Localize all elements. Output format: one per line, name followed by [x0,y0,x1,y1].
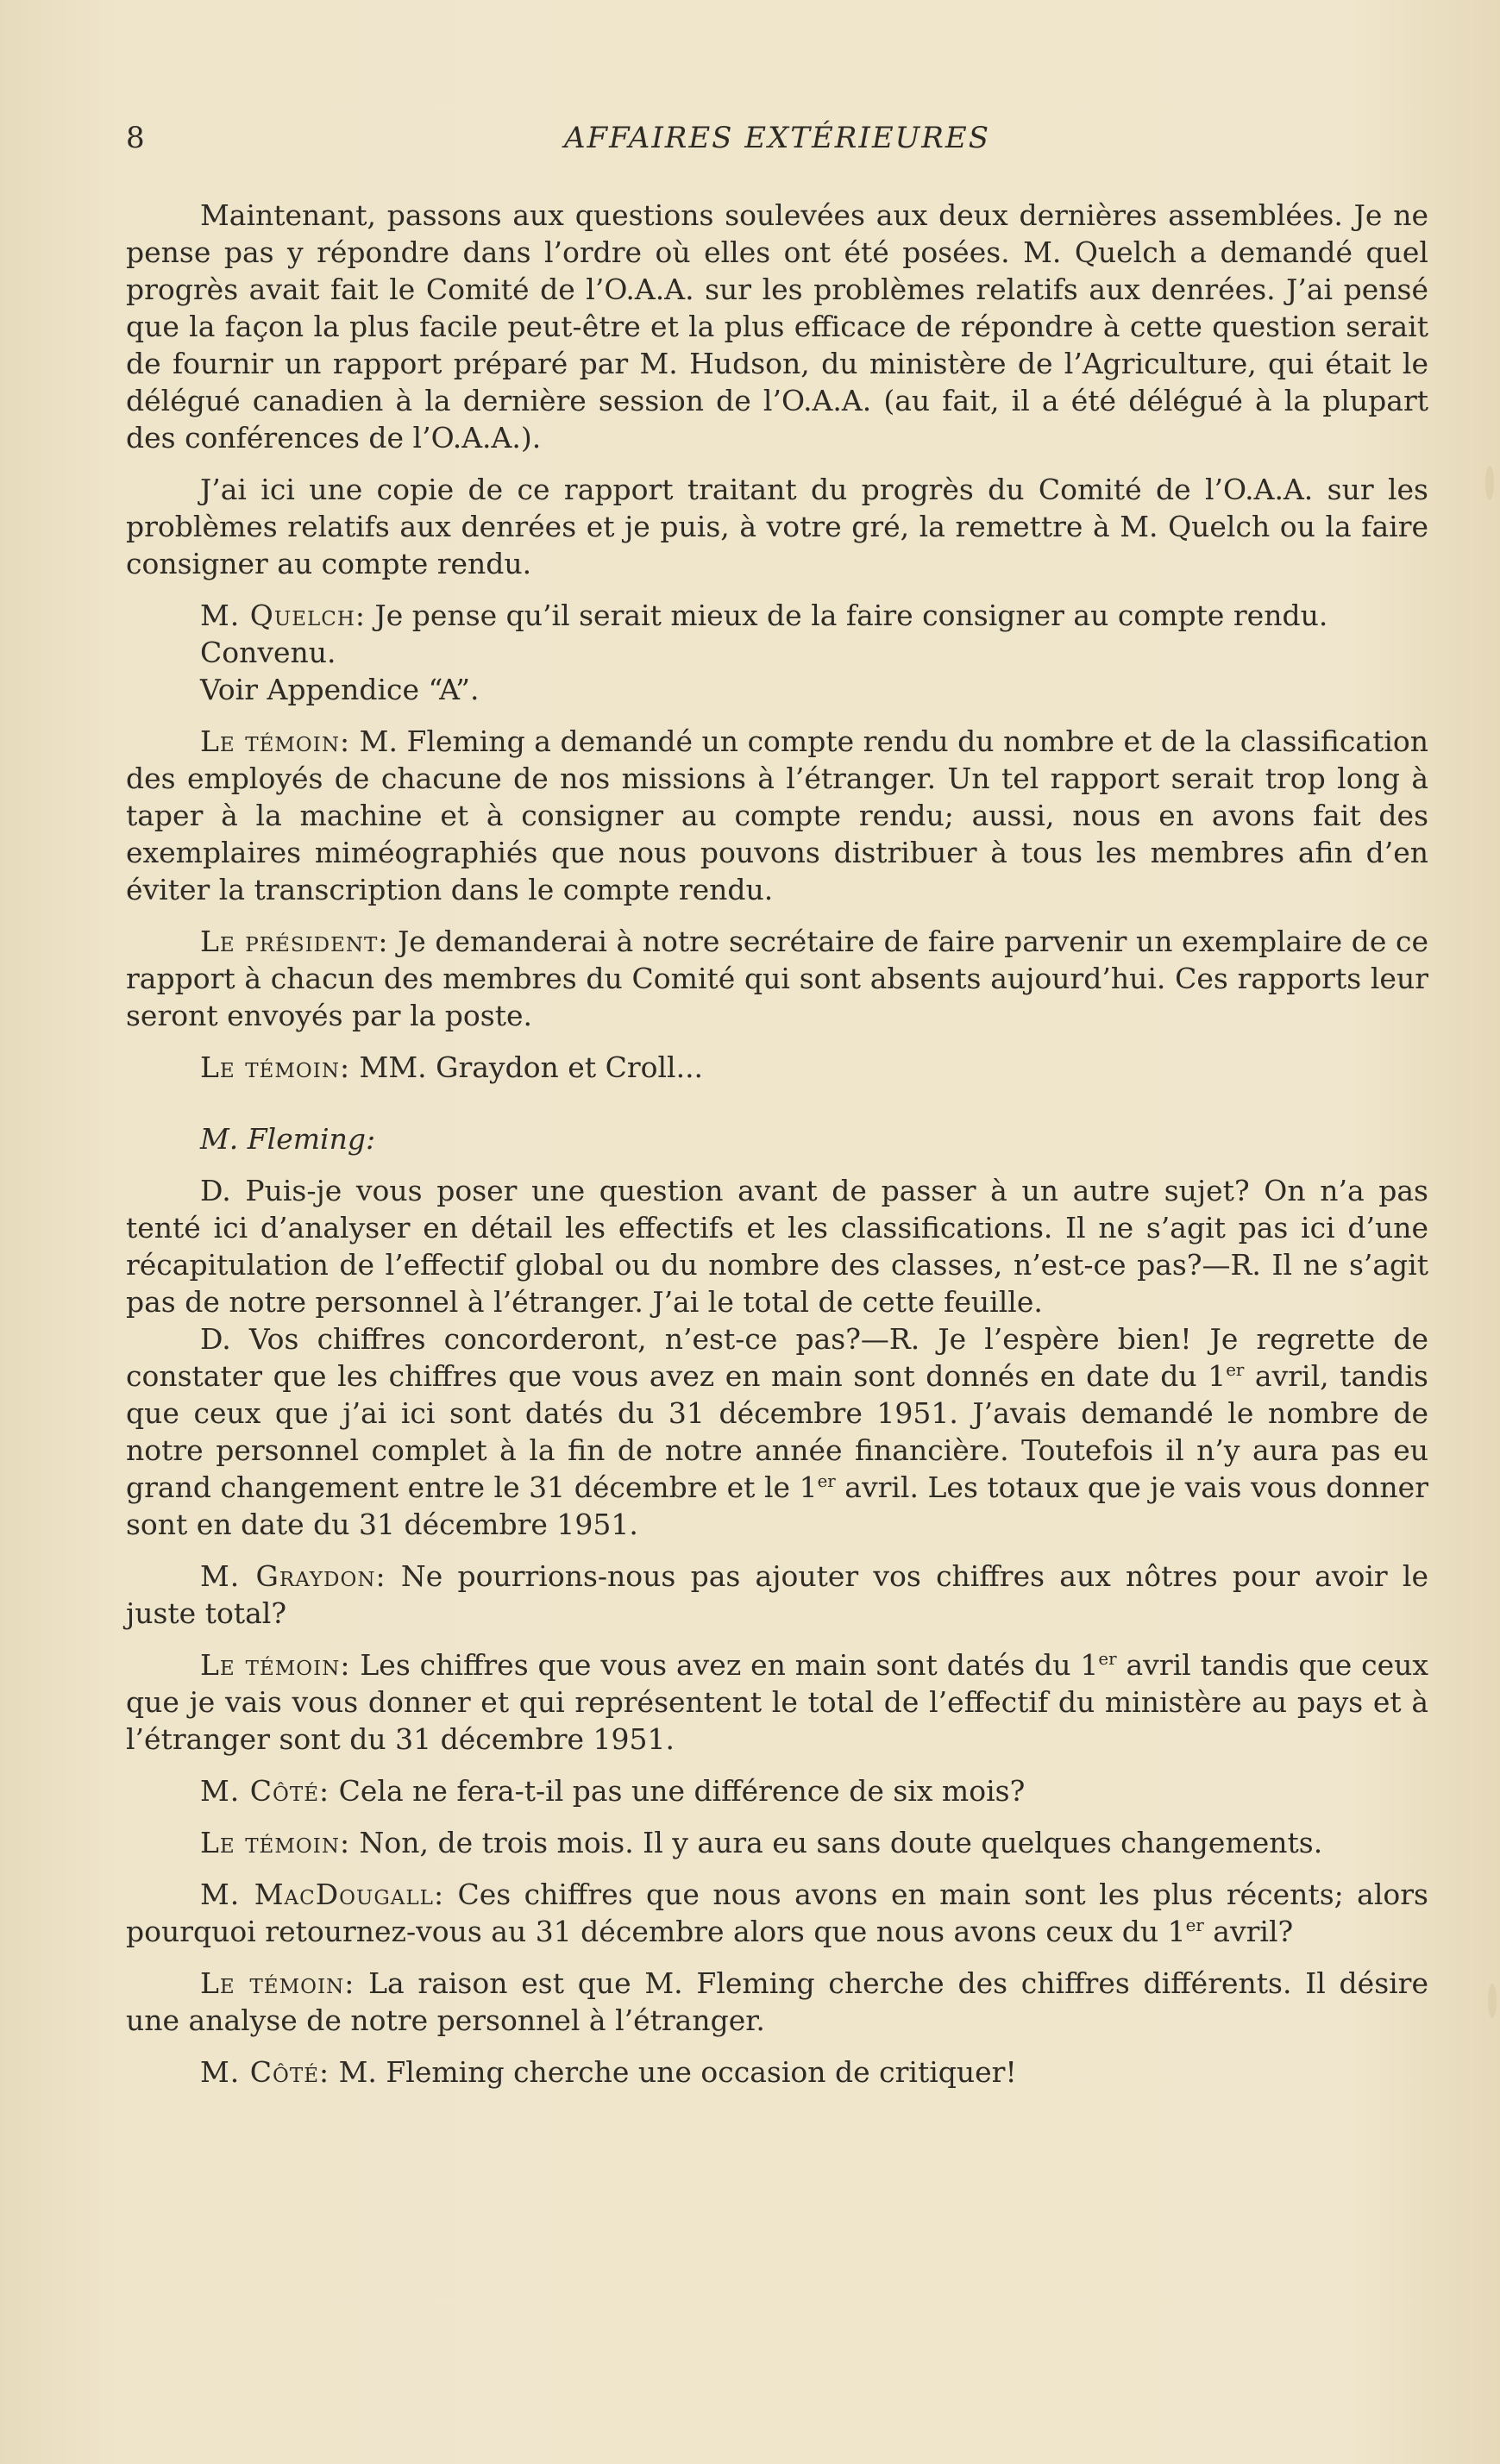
page-header [126,121,1428,164]
speech-text: Les chiffres que vous avez en main sont datés du 1 [350,1648,1099,1682]
running-title: AFFAIRES EXTÉRIEURES [563,121,991,155]
speaker-paragraph [126,1772,1428,1809]
speaker-label: M. Côté: [200,2055,330,2089]
speech-text: avril tandis que ceux que je vais vous donner et qui représentent le total de l’effectif du ministère au pays et à l’étranger sont du 31 décembre 1951. [126,1648,1429,1756]
page-edge-mark [1485,466,1494,500]
speaker-label: M. MacDougall: [200,1878,445,1911]
speaker-paragraph [126,1876,1428,1950]
section-subhead: M. Fleming: [200,1122,376,1156]
question-answer [126,1320,1428,1543]
speaker-paragraph [126,1646,1428,1758]
speaker-paragraph [126,723,1428,908]
speaker-paragraph [126,1824,1428,1861]
superscript: er [1226,1360,1245,1380]
speaker-label: M. Côté: [200,1774,330,1808]
speaker-paragraph [126,1049,1428,1086]
speech-text: Cela ne fera-t-il pas une différence de six mois? [329,1774,1026,1808]
speaker-label: Le témoin: [200,724,351,758]
speaker-label: Le témoin: [200,1648,351,1682]
speech-text: MM. Graydon et Croll... [350,1050,704,1084]
speaker-label: Le témoin: [200,1966,355,2000]
speech-text: avril? [1203,1915,1294,1948]
page-body [126,197,1428,2105]
speaker-paragraph [126,2053,1428,2091]
question-answer: D. Puis-je vous poser une question avant de passer à un autre sujet? On n’a pas tenté ici d’analyser en détail les effectifs et les classifications. Il ne s’agit pas ici d’une récapitulation de l’effectif global ou du nombre des classes, n’est-ce pas?—R. Il ne s’agit pas de notre personnel à l’étranger. J’ai le total de cette feuille. [126,1174,1428,1319]
speech-text: Je demanderai à notre secrétaire de faire parvenir un exemplaire de ce rapport à chacun des membres du Comité qui sont absents aujourd’hui. Ces rapports leur seront envoyés par la poste. [126,925,1428,1032]
superscript: er [1098,1649,1117,1669]
superscript: er [1185,1915,1204,1935]
page-edge-mark [1488,1984,1497,2018]
speaker-paragraph [126,1965,1428,2039]
speech-text: Ces chiffres que nous avons en main sont les plus récents; alors pourquoi retournez-vous au 31 décembre alors que nous avons ceux du 1 [126,1878,1428,1948]
paragraph: Voir Appendice “A”. [200,673,480,706]
speech-text: M. Fleming a demandé un compte rendu du nombre et de la classification des employés de chacune de nos missions à l’étranger. Un tel rapport serait trop long à taper à la machine et à consigner au compte rendu; aussi, nous en avons fait des exemplaires miméographiés que nous pouvons distribuer à tous les membres afin d’en éviter la transcription dans le compte rendu. [126,724,1429,906]
paragraph: J’ai ici une copie de ce rapport traitant du progrès du Comité de l’O.A.A. sur les problèmes relatifs aux denrées et je puis, à votre gré, la remettre à M. Quelch ou la faire consigner au compte rendu. [126,473,1428,580]
speaker-label: Le témoin: [200,1826,351,1859]
qa-text: avril. Les totaux que je vais vous donner sont en date du 31 décembre 1951. [126,1470,1428,1541]
speech-text: Ne pourrions-nous pas ajouter vos chiffres aux nôtres pour avoir le juste total? [126,1559,1428,1630]
speaker-paragraph [126,597,1428,634]
speaker-label: Le témoin: [200,1050,351,1084]
speech-text: M. Fleming cherche une occasion de critiquer! [329,2055,1017,2089]
speech-text: Non, de trois mois. Il y aura eu sans doute quelques changements. [350,1826,1323,1859]
page-number: 8 [126,121,145,155]
qa-text: D. Vos chiffres concorderont, n’est-ce pas?—R. Je l’espère bien! Je regrette de constater que les chiffres que vous avez en main sont donnés en date du 1 [126,1322,1428,1393]
qa-text: avril, tandis que ceux que j’ai ici sont datés du 31 décembre 1951. J’avais demandé le nombre de notre personnel complet à la fin de notre année financière. Toutefois il n’y aura pas eu grand changement entre le 31 décembre et le 1 [126,1359,1428,1504]
paragraph: Convenu. [200,636,336,669]
speaker-paragraph [126,923,1428,1034]
superscript: er [817,1471,836,1491]
speaker-label: M. Graydon: [200,1559,386,1593]
paragraph: Maintenant, passons aux questions soulevées aux deux dernières assemblées. Je ne pense pas y répondre dans l’ordre où elles ont été posées. M. Quelch a demandé quel progrès avait fait le Comité de l’O.A.A. sur les problèmes relatifs aux denrées. J’ai pensé que la façon la plus facile peut-être et la plus efficace de répondre à cette question serait de fournir un rapport préparé par M. Hudson, du ministère de l’Agriculture, qui était le délégué canadien à la dernière session de l’O.A.A. (au fait, il a été délégué à la plupart des conférences de l’O.A.A.). [126,198,1428,455]
speaker-label: Le président: [200,925,389,958]
speech-text: Je pense qu’il serait mieux de la faire consigner au compte rendu. [366,599,1328,632]
speaker-paragraph [126,1558,1428,1632]
speech-text: La raison est que M. Fleming cherche des chiffres différents. Il désire une analyse de notre personnel à l’étranger. [126,1966,1428,2037]
speaker-label: M. Quelch: [200,599,367,632]
